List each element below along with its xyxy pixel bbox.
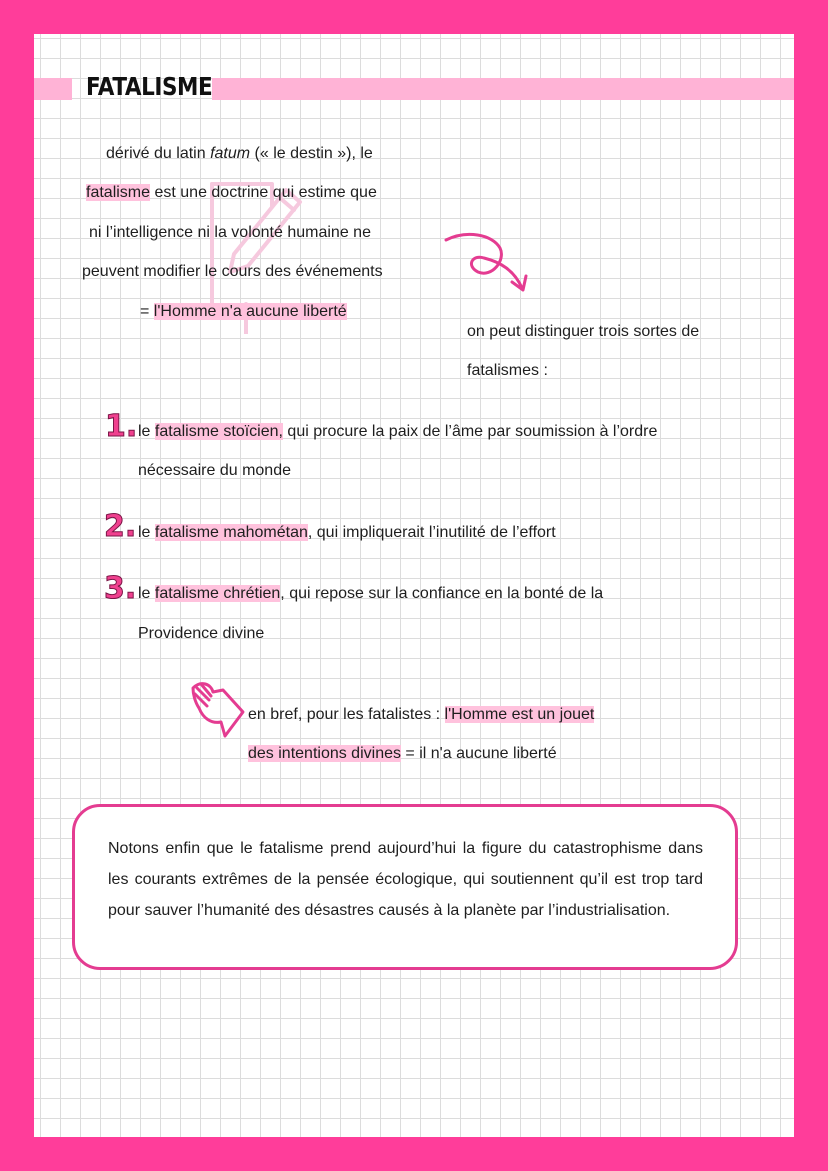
list-number-2: 2. bbox=[104, 509, 137, 544]
highlight-jouet: l'Homme est un jouet bbox=[444, 706, 595, 723]
definition-line-4: peuvent modifier le cours des événements bbox=[82, 263, 383, 280]
curly-arrow-icon bbox=[444, 230, 534, 296]
list-number-3: 3. bbox=[104, 571, 137, 606]
title-band-right bbox=[212, 78, 794, 100]
highlight-no-liberty: l'Homme n'a aucune liberté bbox=[153, 303, 347, 320]
highlight-chretien: fatalisme chrétien bbox=[154, 585, 281, 602]
page-title: FATALISME bbox=[86, 72, 213, 101]
summary-text: en bref, pour les fatalistes : bbox=[248, 706, 445, 723]
list-item-3-line-2: Providence divine bbox=[138, 625, 265, 642]
notebook-sheet bbox=[34, 34, 794, 1137]
definition-line-5 bbox=[140, 302, 347, 322]
list-number-1: 1. bbox=[105, 409, 138, 444]
highlight-intentions: des intentions divines bbox=[248, 745, 401, 762]
title-band-left bbox=[34, 78, 72, 100]
definition-line-3: ni l’intelligence ni la volonté humaine ne bbox=[89, 224, 371, 241]
definition-text: est une doctrine qui estime que bbox=[150, 184, 377, 201]
block-arrow-icon bbox=[189, 678, 247, 740]
highlight-stoicien: fatalisme stoïcien, bbox=[154, 423, 283, 440]
definition-text: (« le destin »), le bbox=[250, 145, 373, 162]
list-item-1-line-2: nécessaire du monde bbox=[138, 462, 291, 479]
definition-line-2 bbox=[86, 183, 377, 203]
summary-line-1 bbox=[248, 705, 594, 725]
list-text: le bbox=[138, 585, 155, 602]
latin-term: fatum bbox=[210, 145, 251, 162]
list-item-3-line-1 bbox=[138, 584, 603, 604]
summary-line-2 bbox=[248, 744, 557, 764]
note-text: Notons enfin que le fatalisme prend aujourd’hui la figure du catastrophisme dans les courants extrêmes de la pensée écologique, qui soutiennent qu’il est trop tard pour sauver l’humanité des désastres causés à la planète par l’industrialisation. bbox=[108, 840, 703, 919]
list-item-1-line-1 bbox=[138, 422, 657, 442]
note-box bbox=[72, 804, 738, 970]
list-text: , qui repose sur la confiance en la bonté de la bbox=[280, 585, 604, 602]
definition-line-1 bbox=[106, 144, 373, 164]
list-item-2-line-1 bbox=[138, 523, 556, 543]
summary-text: = il n'a aucune liberté bbox=[400, 745, 557, 762]
definition-text: dérivé du latin bbox=[106, 145, 211, 162]
equals-sign: = bbox=[140, 303, 154, 320]
highlight-mahometan: fatalisme mahométan bbox=[154, 524, 308, 541]
intro-line-1: on peut distinguer trois sortes de bbox=[467, 323, 700, 340]
list-text: le bbox=[138, 423, 155, 440]
list-text: le bbox=[138, 524, 155, 541]
intro-line-2: fatalismes : bbox=[467, 362, 548, 379]
highlight-fatalisme: fatalisme bbox=[86, 184, 151, 201]
list-text: , qui impliquerait l’inutilité de l’effort bbox=[307, 524, 556, 541]
list-text: qui procure la paix de l’âme par soumission à l’ordre bbox=[282, 423, 658, 440]
